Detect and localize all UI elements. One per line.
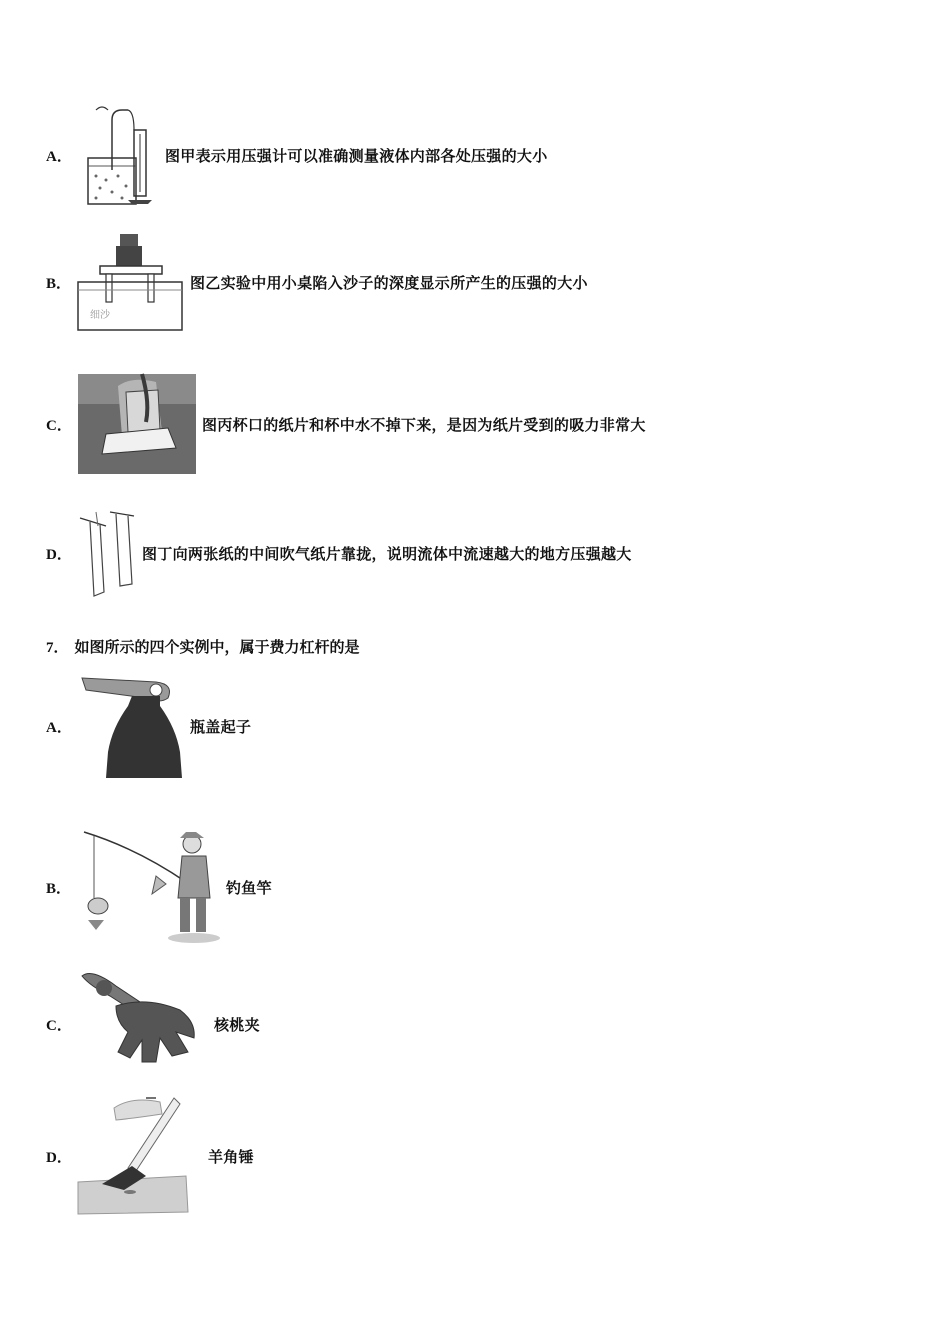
option-text: 钓鱼竿 — [226, 878, 272, 897]
question-number: 7． — [46, 640, 69, 656]
question-7-stem — [46, 636, 360, 657]
q7-option-b[interactable] — [46, 828, 272, 946]
option-text: 核桃夹 — [214, 1015, 260, 1034]
option-text: 图丁向两张纸的中间吹气纸片靠拢，说明流体中流速越大的地方压强越大 — [142, 544, 632, 563]
q6-option-a[interactable] — [46, 100, 548, 210]
q6-option-b[interactable] — [46, 232, 588, 332]
nutcracker-figure — [76, 966, 210, 1082]
sand-label: 细沙 — [90, 310, 110, 321]
option-text: 图丙杯口的纸片和杯中水不掉下来，是因为纸片受到的吸力非常大 — [202, 415, 646, 434]
inverted-cup-photo — [76, 372, 198, 476]
question-text: 如图所示的四个实例中，属于费力杠杆的是 — [74, 638, 360, 656]
q6-option-c[interactable] — [46, 372, 646, 476]
option-letter: B． — [46, 880, 72, 897]
q7-option-c[interactable] — [46, 966, 260, 1082]
option-letter: C． — [46, 1017, 72, 1034]
option-letter: D． — [46, 1149, 72, 1166]
fishing-rod-figure — [76, 828, 222, 946]
option-text: 瓶盖起子 — [190, 717, 252, 736]
q7-option-a[interactable] — [46, 672, 251, 780]
q7-option-d[interactable] — [46, 1094, 254, 1218]
bottle-opener-figure — [76, 672, 186, 780]
option-letter: D． — [46, 546, 72, 563]
option-text: 羊角锤 — [208, 1147, 254, 1166]
claw-hammer-figure — [76, 1094, 204, 1218]
option-text: 图甲表示用压强计可以准确测量液体内部各处压强的大小 — [165, 146, 548, 165]
option-letter: A． — [46, 719, 72, 736]
option-letter: C． — [46, 417, 72, 434]
pressure-gauge-figure — [76, 100, 161, 210]
table-in-sand-figure — [76, 232, 186, 332]
option-letter: A． — [46, 148, 72, 165]
q6-option-d[interactable] — [46, 506, 632, 600]
option-letter: B． — [46, 275, 72, 292]
option-text: 图乙实验中用小桌陷入沙子的深度显示所产生的压强的大小 — [190, 273, 588, 292]
two-papers-figure — [76, 506, 138, 600]
